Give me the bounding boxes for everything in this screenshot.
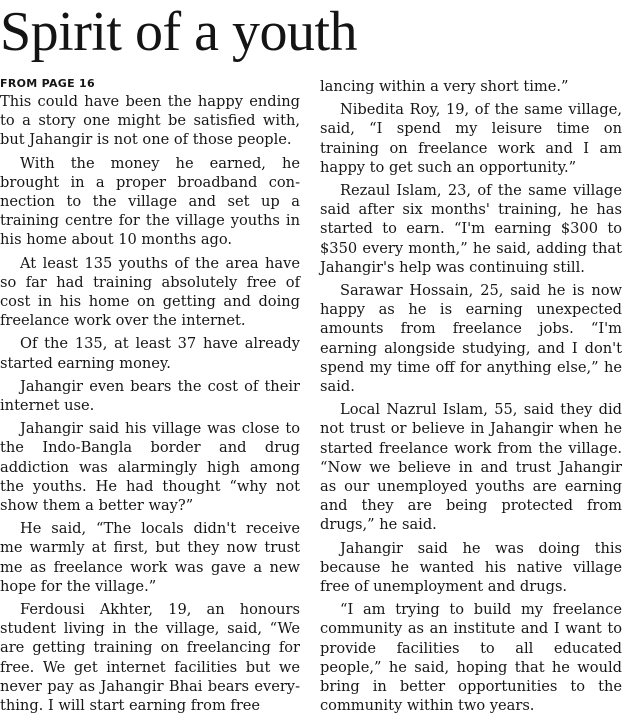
paragraph: This could have been the happy ending to a story one might be satisfied with, but Jahangir is not one of those people. [0,93,300,149]
paragraph: Sarawar Hossain, 25, said he is now happy as he is earning unexpected amounts from freelance jobs. “I'm earning alongside studying, and I don't spend my time off for anything else,” he said. [320,282,622,396]
article-column-left [0,76,300,715]
jump-label: FROM PAGE 16 [0,77,95,90]
column-divider [309,78,310,718]
paragraph: With the money he earned, he brought in a proper broadband connection to the village and set up a training centre for the village youths in his home about 10 months ago. [0,154,300,249]
paragraph-continued: lancing within a very short time.” [320,78,569,95]
paragraph: “I am trying to build my freelance community as an institute and I want to provide facilities to all educated people,” he said, hoping that he would bring in better opportunities to the community within two years. [320,601,622,715]
paragraph: Jahangir said his village was close to the Indo-Bangla border and drug addiction was alarmingly high among the youths. He had thought “why not show them a better way?” [0,420,300,515]
paragraph: Ferdousi Akhter, 19, an honours student living in the village, said, “We are getting training on freelancing for free. We get internet facilities but we never pay as Jahangir Bhai bears everything. I will start earning from free [0,601,300,715]
paragraph: He said, “The locals didn't receive me warmly at first, but they now trust me as freelance work was gave a new hope for the village.” [0,520,300,595]
paragraph: Nibedita Roy, 19, of the same village, said, “I spend my leisure time on training on freelance work and I am happy to get such an opportunity.” [320,101,622,176]
headline: Spirit of a youth [0,1,358,63]
paragraph: Of the 135, at least 37 have already started earning money. [0,335,300,372]
paragraph: At least 135 youths of the area have so far had training absolutely free of cost in his home on getting and doing freelance work over the internet. [0,254,300,330]
paragraph: Jahangir even bears the cost of their internet use. [0,377,300,415]
paragraph: Rezaul Islam, 23, of the same village said after six months' training, he has started to earn. “I'm earning $300 to $350 every month,” he said, adding that Jahangir's help was continuing still. [320,182,622,276]
paragraph: Jahangir said he was doing this because he wanted his native village free of unemployment and drugs. [320,539,622,596]
paragraph: Local Nazrul Islam, 55, said they did not trust or believe in Jahangir when he started freelance work from the village. “Now we believe in and trust Jahangir as our unemployed youths are earning and they are being protected from drugs,” he said. [320,401,622,534]
article-column-right [320,77,622,716]
